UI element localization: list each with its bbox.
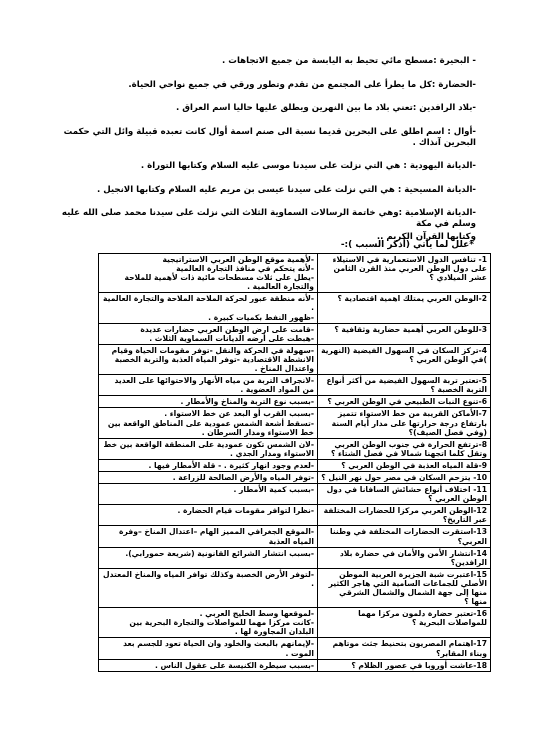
table-row (99, 408, 491, 438)
question-cell: 6-تنوع النبات الطبيعي في الوطن العربي ؟ (318, 396, 491, 408)
definition-line: -الديانة اليهودية : هي التي نزلت على سيدنا موسى عليه السلام وكتابها التوراة . (140, 161, 476, 171)
table-row (99, 396, 491, 408)
table-row (99, 344, 491, 374)
table-row (99, 438, 491, 459)
question-cell: 17-اهتمام المصريون بتحنيط جثث موتاهم وبناء المقابر؟ (318, 638, 491, 659)
answer-cell: -لأنه منطقة عبور لحركة الملاحة الملاحة والتجارة العالمية . -ظهور النفط بكميات كبيرة . (99, 293, 318, 323)
reasons-table (98, 253, 491, 672)
answer-cell: -لانجراف التربة من مياه الأنهار والاحتوائها على العديد من المواد العضوية . (99, 375, 318, 396)
table-row (99, 471, 491, 483)
table-row (99, 484, 491, 505)
table-row (99, 459, 491, 471)
question-cell: 8-ترتفع الحرارة في جنوب الوطن العربي وتقل كلما اتجهنا شمالا في فصل الشتاء ؟ (318, 438, 491, 459)
answer-cell: -لإيمانهم بالبعث والخلود وان الحياة تعود للجسم بعد الموت . (99, 638, 318, 659)
question-cell: 11- اختلاف أنواع حشائش السافانا في دول الوطن العربي ؟ (318, 484, 491, 505)
table-row (99, 293, 491, 323)
table-row (99, 547, 491, 568)
question-cell: 15-اعتبرت شبة الجزيرة العربية الموطن الأصلي للجماعات السامية التي هاجر الكثير منها إلى جهة الشمال والشمال الشرقي منها ؟ (318, 568, 491, 607)
answer-cell: -لموقعها وسط الخليج العربي . -كانت مركزا مهما للمواصلات والتجارة البحرية بين البلدان المجاورة لها . (99, 608, 318, 638)
question-cell: 4-تركز السكان في السهول الفيضية (النهرية )في الوطن العربي ؟ (318, 344, 491, 374)
question-cell: 14-انتشار الأمن والأمان في حضارة بلاد الرافدين؟ (318, 547, 491, 568)
answer-cell: -لأهمية موقع الوطن العربي الاستراتيجية -لأنه يتحكم في منافذ التجارة العالمية -يطل على ثلاث مسطحات مائية ذات لأهمية للملاحة والتجارة العالمية . (99, 254, 318, 293)
definition-line: -أوال : اسم اطلق على البحرين قديما نسبة الى صنم اسمة أوال كانت تعبده قبيلة وائل التي حكمت البحرين آنذاك . (63, 126, 476, 148)
definitions-list (44, 56, 476, 256)
definition-line: - البحيرة :مسطح مائي تحيط به اليابسة من جميع الاتجاهات . (222, 56, 476, 66)
definition-line: وكتابها القرآن الكريم .. (376, 232, 476, 242)
table-row (99, 659, 491, 671)
table-row (99, 526, 491, 547)
table-row (99, 638, 491, 659)
answer-cell: -بسبب القرب أو البعد عن خط الاستواء . -تسقط أشعة الشمس عمودية على المناطق الواقعة بين خط الاستواء ومدار السرطان . (99, 408, 318, 438)
question-cell: 18-عاشت أوروبا في عصور الظلام ؟ (318, 659, 491, 671)
question-cell: 13-استقرت الحضارات المختلفة في وطننا العربي؟ (318, 526, 491, 547)
definition-line: -الديانة المسيحية : هي التي نزلت على سيدنا عيسى بن مريم عليه السلام وكتابها الانجيل . (96, 184, 476, 195)
answer-cell: -لان الشمس تكون عمودية على المنطقة الواقعة بين خط الاستواء ومدار الجدي . (99, 438, 318, 459)
question-cell: 1- تنافس الدول الاستعمارية في الاستيلاء على دول الوطن العربي منذ القرن الثامن عشر الميلادي ؟ (318, 254, 491, 293)
table-row (99, 568, 491, 607)
question-cell: 5-تعتبر تربة السهول الفيضية من أكثر أنواع التربة الخصبة ؟ (318, 375, 491, 396)
question-cell: 10- يتزحم السكان في مصر حول نهر النيل ؟ (318, 471, 491, 483)
question-cell: 3-للوطن العربي أهمية حضارية وثقافية ؟ (318, 323, 491, 344)
reasons-table-body (99, 254, 491, 672)
answer-cell: -نظرا لتوافر مقومات قيام الحضارة . (99, 505, 318, 526)
question-cell: 7-الأماكن القريبة من خط الاستواء تتميز بارتفاع درجة حرارتها على مدار أيام السنة (وفي فصل الصيف)؟ (318, 408, 491, 438)
answer-cell: -توفر المياه والأرض الصالحة للزراعة . (99, 471, 318, 483)
table-row (99, 608, 491, 638)
answer-cell: -لعدم وجود انهار كثيرة . - قلة الأمطار فيها . (99, 459, 318, 471)
answer-cell: -بسبب انتشار الشرائع القانونية (شريعة حمورابي). (99, 547, 318, 568)
question-cell: 16-تعتبر حضارة دلمون مركزا مهما للمواصلات البحرية ؟ (318, 608, 491, 638)
question-cell: 12-الوطن العربي مركزا للحضارات المختلفة عبر التاريخ؟ (318, 505, 491, 526)
answer-cell: -بسبب نوع التربة والمناخ والأمطار . (99, 396, 318, 408)
table-row (99, 254, 491, 293)
answer-cell: -بسبب سيطرة الكنيسة على عقول الناس . (99, 659, 318, 671)
answer-cell: -الموقع الجغرافي المميز الهام –اعتدال المناخ –وفرة المياه العذبة (99, 526, 318, 547)
answer-cell: -قامت على ارض الوطن العربي حضارات عديدة -هبطت على أرضه الديانات السماوية الثلاث . (99, 323, 318, 344)
definition-line: -بلاد الرافدين :تعني بلاد ما بين النهرين ويطلق عليها حاليا اسم العراق . (176, 103, 476, 113)
answer-cell: -بسبب كمية الأمطار . (99, 484, 318, 505)
table-row (99, 323, 491, 344)
section-heading: *علل لما يأتي (أذكر السبب ):- (340, 240, 474, 250)
question-cell: 9-قلة المياه العذبة في الوطن العربي ؟ (318, 459, 491, 471)
definition-line: -الديانة الإسلامية :وهي خاتمة الرسالات السماوية الثلاث التي نزلت على سيدنا محمد صلى الله عليه وسلم في مكة (61, 208, 476, 229)
table-row (99, 375, 491, 396)
question-cell: 2-الوطن العربي يمتلك اهمية اقتصادية ؟ (318, 293, 491, 323)
table-row (99, 505, 491, 526)
answer-cell: -سهولة في الحركة والنقل -توفر مقومات الحياة وقيام الانشطة الاقتصادية -توفر المياة العذبة والتربة الخصبة واعتدال المناخ . (99, 344, 318, 374)
definition-line: -الحضارة :كل ما يطرأ على المجتمع من تقدم وتطور ورقي في جميع نواحي الحياة. (128, 79, 476, 90)
answer-cell: -لتوفر الأرض الخصبة وكذلك توافر المياه والمناخ المعتدل . (99, 568, 318, 607)
